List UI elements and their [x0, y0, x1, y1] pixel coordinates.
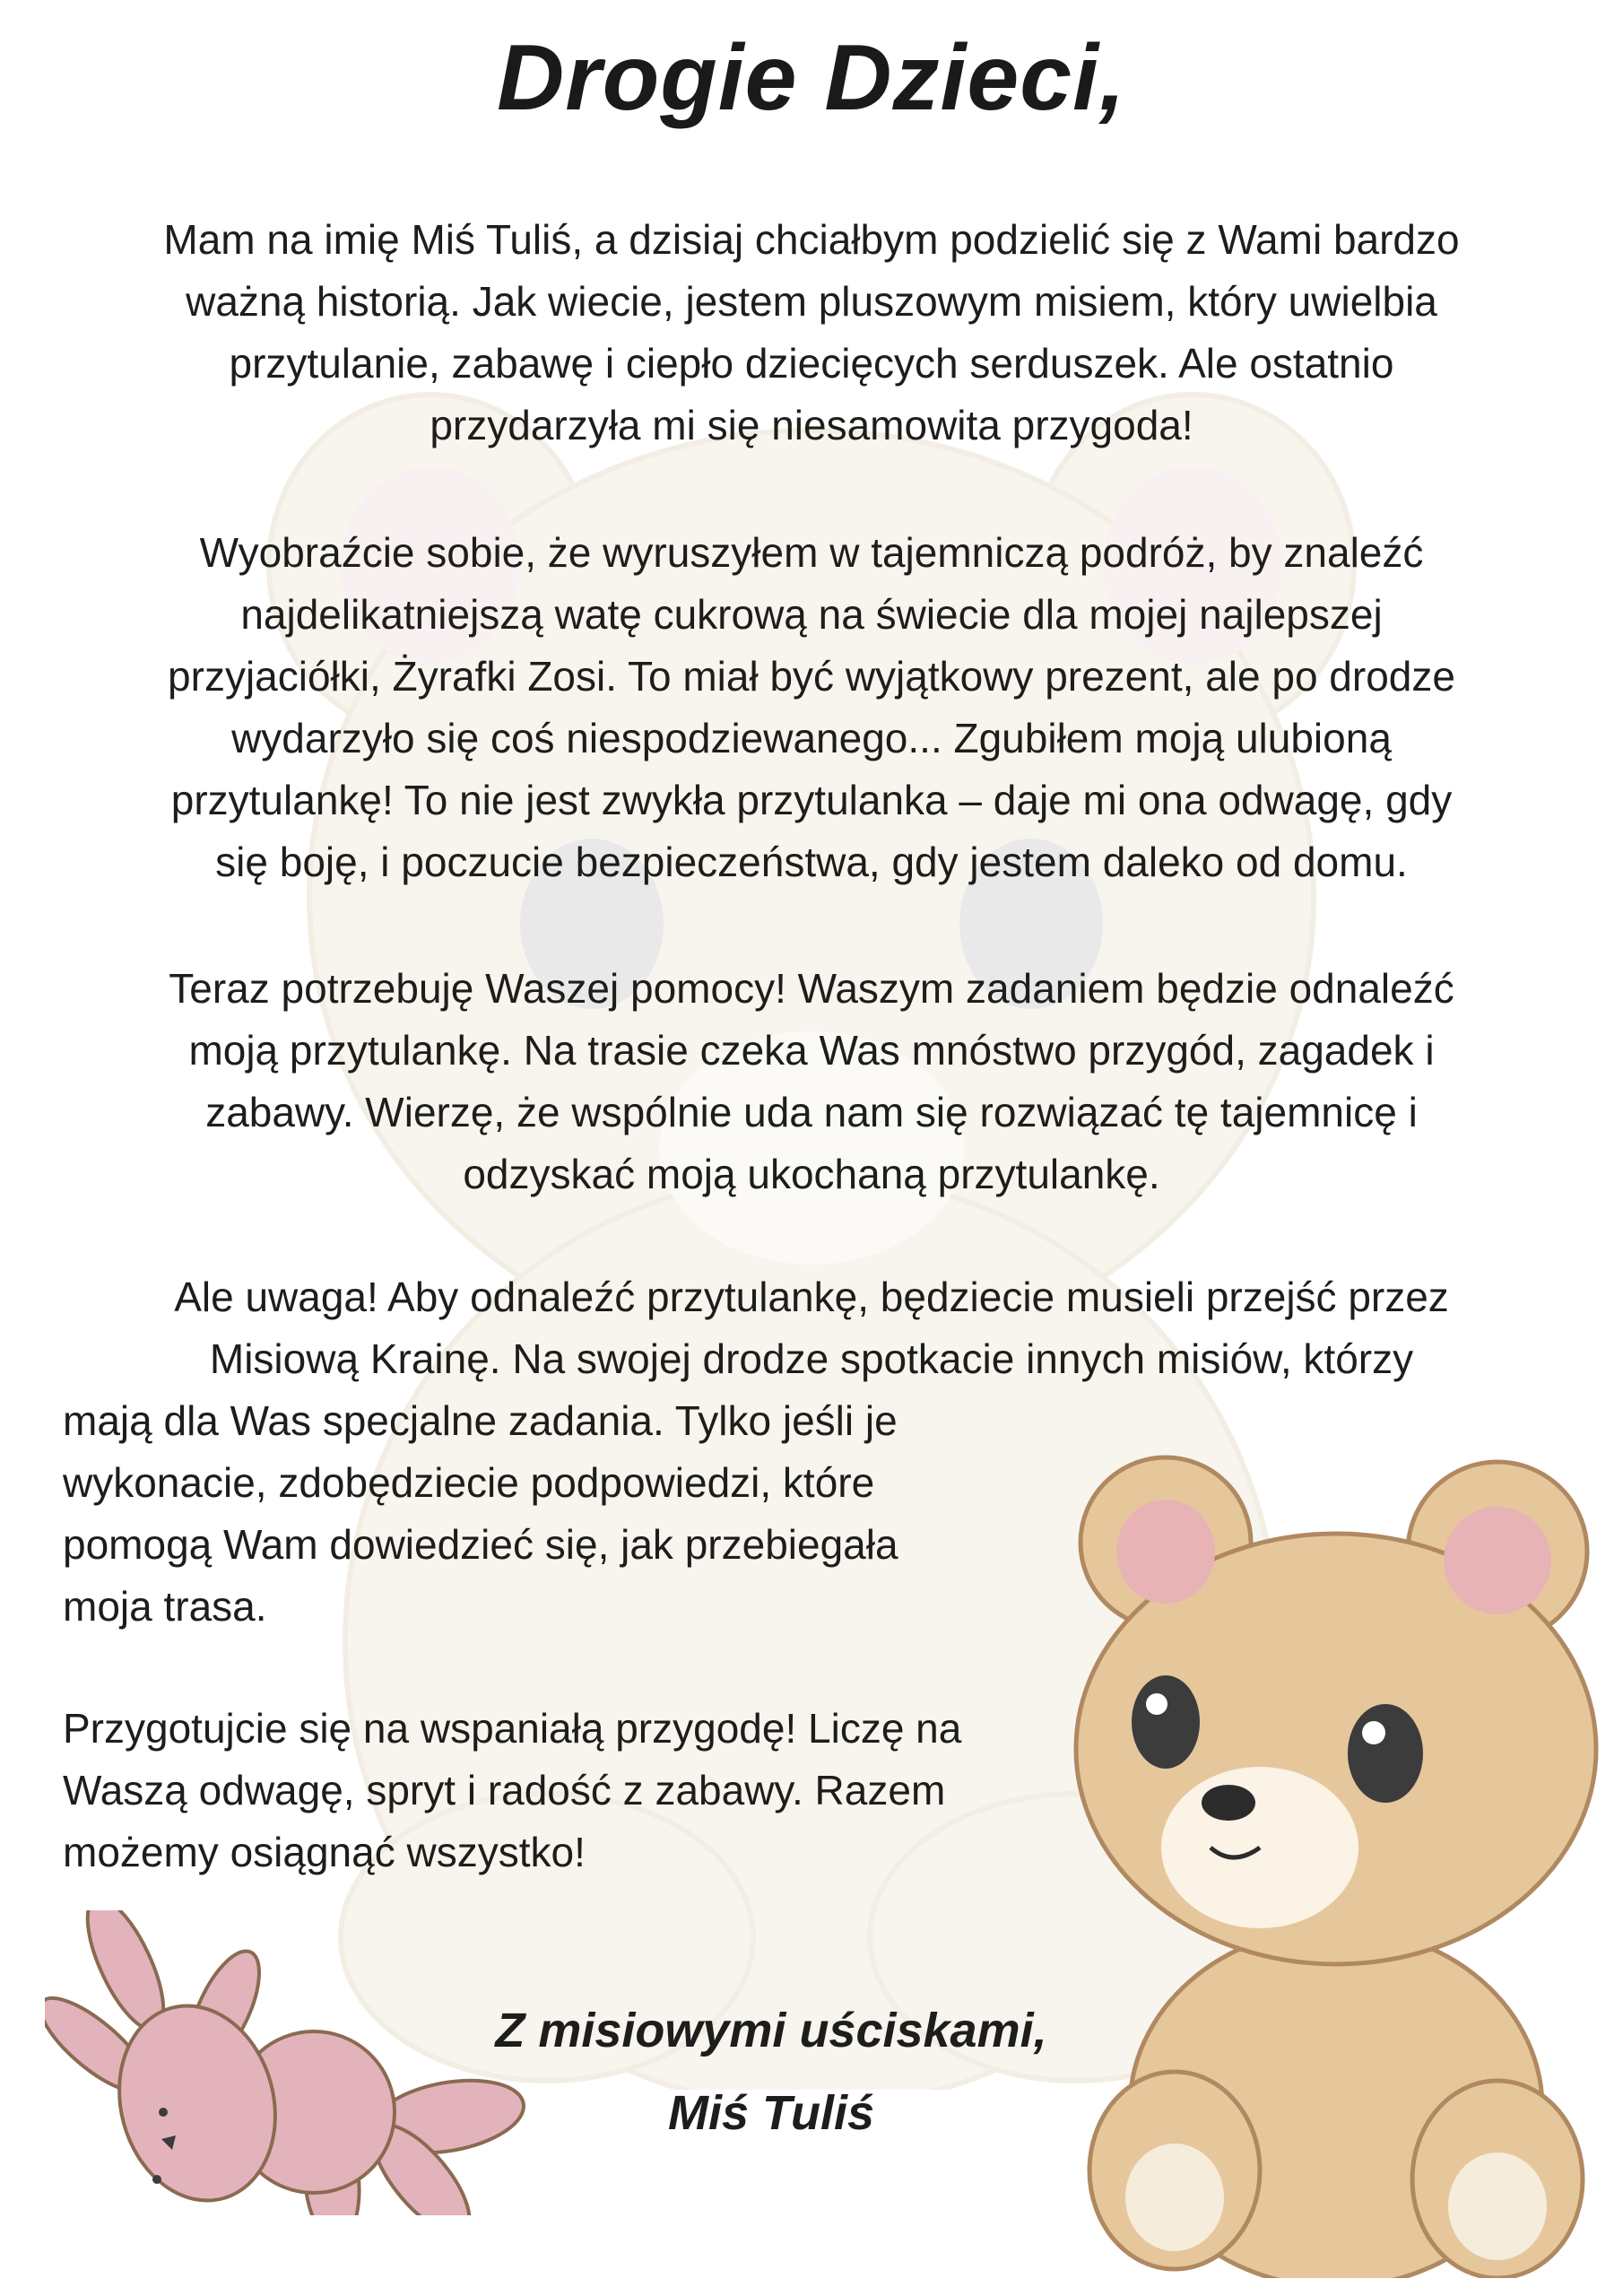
text-line: się boję, i poczucie bezpieczeństwa, gdy jestem daleko od domu. [215, 839, 1408, 885]
text-line: pomogą Wam dowiedzieć się, jak przebiegała [63, 1521, 898, 1568]
text-line: Mam na imię Miś Tuliś, a dzisiaj chciałbym podzielić się z Wami bardzo [163, 216, 1460, 263]
signature-name: Miś Tuliś [667, 2086, 875, 2140]
pink-bunny-illustration [45, 1910, 547, 2215]
text-line: Misiową Krainę. Na swojej drodze spotkacie innych misiów, którzy [209, 1335, 1414, 1382]
text-line: przyjaciółki, Żyrafki Zosi. To miał być wyjątkowy prezent, ale po drodze [168, 653, 1455, 700]
page-title: Drogie Dzieci, [497, 26, 1126, 130]
text-line: Wyobraźcie sobie, że wyruszyłem w tajemniczą podróż, by znaleźć [199, 529, 1424, 576]
text-line: najdelikatniejszą watę cukrową na świecie dla mojej najlepszej [240, 591, 1383, 638]
teddy-bear-illustration [1067, 1453, 1605, 2278]
paragraph-help [36, 958, 1587, 1205]
text-line: moją przytulankę. Na trasie czeka Was mnóstwo przygód, zagadek i [188, 1027, 1435, 1074]
text-line: przytulanie, zabawę i ciepło dziecięcych serduszek. Ale ostatnio [229, 340, 1394, 387]
text-line: moja trasa. [63, 1583, 267, 1630]
text-line: wykonacie, zdobędziecie podpowiedzi, które [63, 1459, 875, 1506]
text-line: Przygotujcie się na wspaniałą przygodę! Liczę na [63, 1705, 962, 1752]
text-line: wydarzyło się coś niespodziewanego... Zgubiłem moją ulubioną [231, 715, 1392, 761]
paragraph-intro [36, 209, 1587, 457]
text-line: przytulankę! To nie jest zwykła przytulanka – daje mi ona odwagę, gdy [170, 777, 1453, 823]
text-line: mają dla Was specjalne zadania. Tylko jeśli je [63, 1397, 898, 1444]
text-line: Waszą odwagę, spryt i radość z zabawy. Razem [63, 1767, 946, 1813]
text-line: możemy osiągnąć wszystko! [63, 1829, 586, 1875]
text-line: zabawy. Wierzę, że wspólnie uda nam się rozwiązać tę tajemnicę i [205, 1089, 1418, 1135]
text-line: przydarzyła mi się niesamowita przygoda! [430, 402, 1193, 448]
paragraph-journey [36, 522, 1587, 893]
text-line: Teraz potrzebuję Waszej pomocy! Waszym zadaniem będzie odnaleźć [169, 965, 1454, 1012]
signature-greeting: Z misiowymi uściskami, [495, 2004, 1047, 2057]
text-line: Ale uwaga! Aby odnaleźć przytulankę, będziecie musieli przejść przez [174, 1274, 1449, 1320]
text-line: ważną historią. Jak wiecie, jestem pluszowym misiem, który uwielbia [186, 278, 1437, 325]
text-line: odzyskać moją ukochaną przytulankę. [463, 1151, 1160, 1197]
